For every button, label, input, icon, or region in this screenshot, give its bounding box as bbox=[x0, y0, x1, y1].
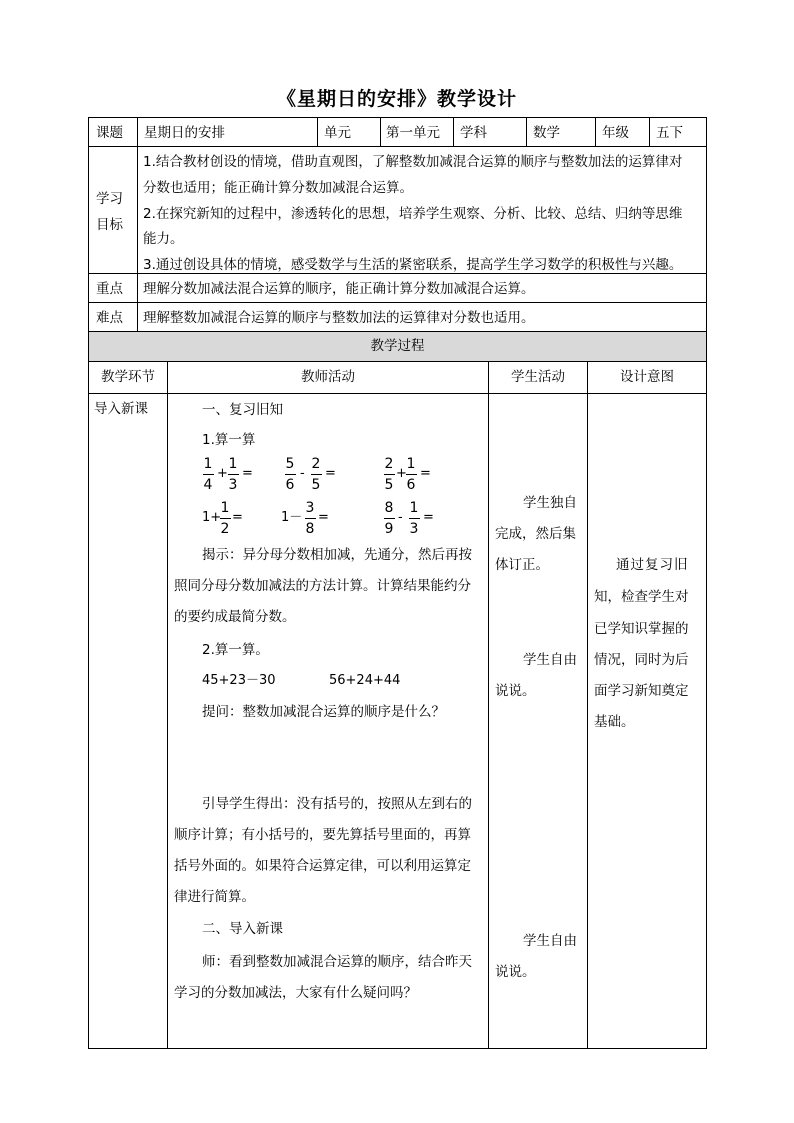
objective-line: 2.在探究新知的过程中，渗透转化的思想，培养学生观察、分析、比较、总结、归纳等思维 bbox=[143, 206, 683, 222]
intent-line: 知，检查学生对 bbox=[594, 589, 689, 605]
student-activity-line: 说说。 bbox=[495, 964, 536, 980]
intent-line: 已学知识掌握的 bbox=[594, 621, 689, 637]
student-activity-line: 学生自由 bbox=[523, 652, 577, 668]
topic-label: 课题 bbox=[96, 125, 123, 141]
col-header-teacher: 教师活动 bbox=[301, 369, 355, 385]
student-activity-line: 学生独自 bbox=[523, 495, 577, 511]
col-header-student: 学生活动 bbox=[511, 369, 565, 385]
guide-line: 括号外面的。如果符合运算定律，可以利用运算定 bbox=[174, 858, 471, 874]
reveal-line: 照同分母分数加减法的方法计算。计算结果能约分 bbox=[174, 578, 471, 594]
teacher-line: 学习的分数加减法，大家有什么疑问吗？ bbox=[174, 985, 417, 1001]
guide-line: 律进行简算。 bbox=[174, 889, 255, 905]
intent-line: 情况，同时为后 bbox=[594, 652, 689, 668]
objectives-label-2: 目标 bbox=[96, 217, 123, 233]
objectives-label-1: 学习 bbox=[96, 191, 123, 207]
grade-label: 年级 bbox=[602, 125, 629, 141]
student-activity-line: 说说。 bbox=[495, 683, 536, 699]
intent-line: 通过复习旧 bbox=[616, 557, 689, 573]
objective-line: 1.结合教材创设的情境，借助直观图，了解整数加减混合运算的顺序与整数加法的运算律对 bbox=[143, 154, 683, 170]
calc1-heading: 1.算一算 bbox=[202, 432, 256, 448]
calc2-expr1: 45+23－30 bbox=[202, 673, 276, 688]
question-text: 提问：整数加减混合运算的顺序是什么？ bbox=[202, 704, 445, 720]
student-activity-line: 体订正。 bbox=[495, 557, 549, 573]
new-lesson-heading: 二、导入新课 bbox=[202, 921, 283, 937]
reveal-line: 揭示：异分母分数相加减，先通分，然后再按 bbox=[202, 547, 472, 563]
page-title: 《星期日的安排》教学设计 bbox=[276, 88, 517, 110]
key-point-label: 重点 bbox=[96, 281, 123, 297]
guide-line: 顺序计算；有小括号的，要先算括号里面的，再算 bbox=[174, 827, 471, 843]
calc2-expr2: 56+24+44 bbox=[329, 673, 401, 688]
student-activity-line: 完成，然后集 bbox=[495, 526, 576, 542]
subject-label: 学科 bbox=[460, 125, 487, 141]
difficulty-text: 理解整数加减混合运算的顺序与整数加法的运算律对分数也适用。 bbox=[143, 310, 535, 326]
teacher-line: 师：看到整数加减混合运算的顺序，结合昨天 bbox=[202, 954, 472, 970]
intent-line: 基础。 bbox=[594, 714, 635, 730]
guide-line: 引导学生得出：没有括号的，按照从左到右的 bbox=[202, 796, 472, 812]
key-point-text: 理解分数加减法混合运算的顺序，能正确计算分数加减混合运算。 bbox=[143, 281, 535, 297]
objective-line: 分数也适用；能正确计算分数加减混合运算。 bbox=[143, 180, 413, 196]
stage-label: 导入新课 bbox=[94, 401, 148, 417]
reveal-line: 的要约成最简分数。 bbox=[174, 609, 296, 625]
unit-label: 单元 bbox=[324, 125, 351, 141]
review-heading: 一、复习旧知 bbox=[202, 402, 283, 418]
col-header-intent: 设计意图 bbox=[620, 369, 674, 385]
grade-value: 五下 bbox=[656, 125, 683, 141]
subject-value: 数学 bbox=[533, 125, 560, 141]
col-header-stage: 教学环节 bbox=[101, 369, 155, 385]
unit-value: 第一单元 bbox=[386, 125, 440, 141]
calc2-heading: 2.算一算。 bbox=[202, 642, 269, 658]
objective-line: 能力。 bbox=[143, 231, 184, 247]
objective-line: 3.通过创设具体的情境，感受数学与生活的紧密联系，提高学生学习数学的积极性与兴趣。 bbox=[143, 257, 683, 273]
process-header: 教学过程 bbox=[370, 338, 425, 354]
intent-line: 面学习新知奠定 bbox=[594, 683, 689, 699]
student-activity-line: 学生自由 bbox=[523, 933, 577, 949]
difficulty-label: 难点 bbox=[96, 310, 123, 326]
topic-value: 星期日的安排 bbox=[144, 125, 225, 141]
